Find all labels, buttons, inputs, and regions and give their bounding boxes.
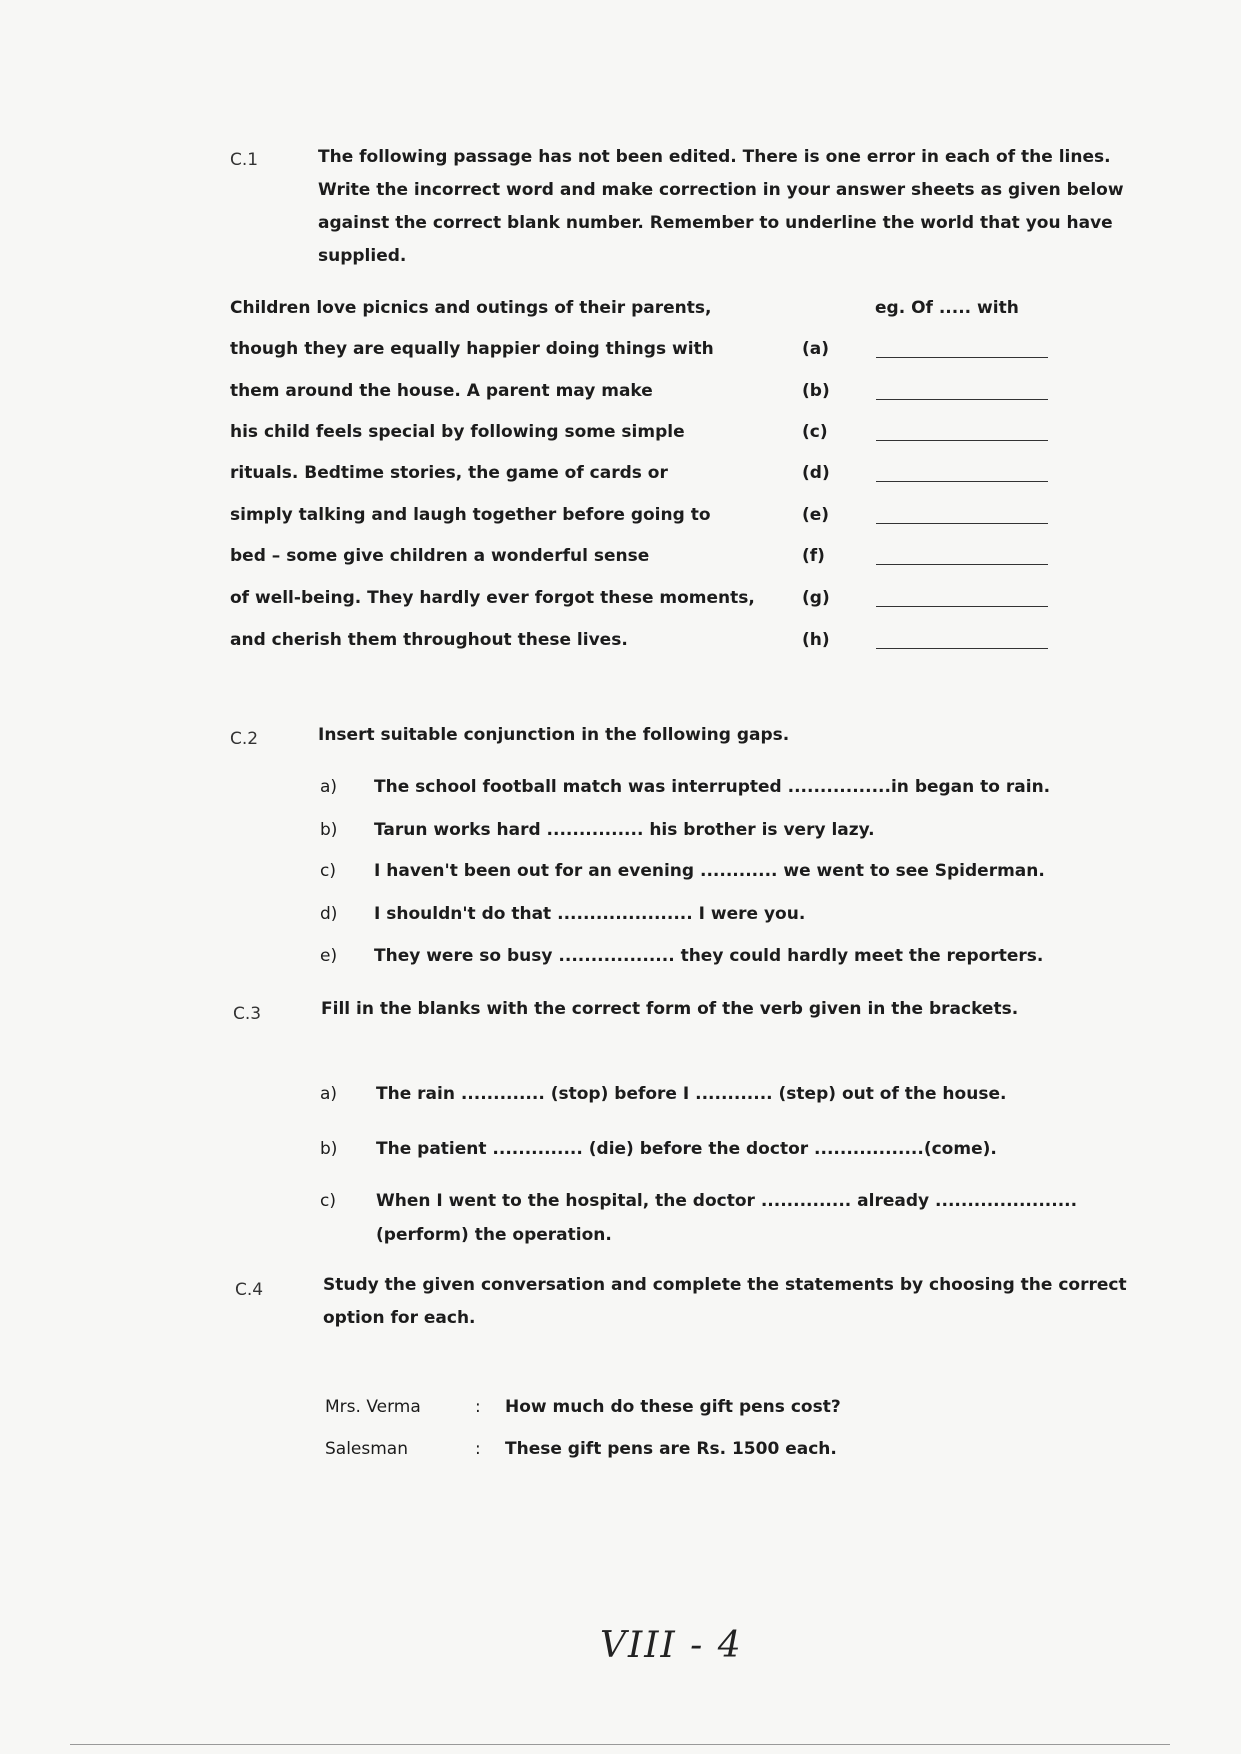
question-number-c4: C.4 [235,1280,264,1300]
blank-label: (c) [802,422,828,442]
blank-label: (g) [802,588,830,608]
question-c4-instructions [323,1269,1143,1335]
passage-text: bed – some give children a wonderful sense [230,546,650,566]
passage-line [230,505,1050,535]
answer-blank[interactable] [876,434,1048,441]
question-number-c2: C.2 [230,729,259,749]
passage-text: and cherish them throughout these lives. [230,630,628,650]
passage-line [230,339,1050,369]
answer-blank[interactable] [876,351,1048,358]
blank-label: (e) [802,505,830,525]
passage-text: though they are equally happier doing things with [230,339,714,359]
answer-blank[interactable] [876,642,1048,649]
blank-label: (a) [802,339,830,359]
page-mark: VIII - 4 [600,1625,743,1666]
passage-text: them around the house. A parent may make [230,381,653,401]
item-label: a) [320,1084,338,1104]
answer-blank[interactable] [876,393,1048,400]
question-c2-instruction: Insert suitable conjunction in the following gaps. [318,725,790,745]
item-label: b) [320,820,338,840]
item-text: They were so busy .................. they could hardly meet the reporters. [374,946,1044,966]
question-c3-instruction: Fill in the blanks with the correct form of the verb given in the brackets. [321,999,1019,1019]
question-c1-instructions [318,141,1138,273]
item-label: c) [320,1191,336,1211]
example-answer: eg. Of ..... with [875,298,1019,318]
blank-label: (d) [802,463,830,483]
instruction-line: Write the incorrect word and make correction in your answer sheets as given below [318,180,1124,200]
item-label: e) [320,946,338,966]
separator: : [475,1439,481,1459]
answer-blank[interactable] [876,558,1048,565]
item-text: When I went to the hospital, the doctor .............. already ...................... [376,1191,1078,1211]
instruction-line: Study the given conversation and complete the statements by choosing the correct [323,1275,1127,1295]
passage-text: his child feels special by following some simple [230,422,685,442]
item-text: The school football match was interrupted ................in began to rain. [374,777,1051,797]
separator: : [475,1397,481,1417]
question-number-c3: C.3 [233,1004,262,1024]
item-text: The patient .............. (die) before the doctor .................(come). [376,1139,997,1159]
item-text: I haven't been out for an evening ............ we went to see Spiderman. [374,861,1045,881]
passage-text: rituals. Bedtime stories, the game of cards or [230,463,668,483]
instruction-line: option for each. [323,1308,476,1328]
passage-line [230,630,1050,660]
answer-blank[interactable] [876,517,1048,524]
item-label: a) [320,777,338,797]
dialog-text: These gift pens are Rs. 1500 each. [505,1439,837,1459]
question-number-c1: C.1 [230,150,259,170]
blank-label: (b) [802,381,830,401]
answer-blank[interactable] [876,600,1048,607]
dialog-line [325,1397,1025,1427]
speaker-name: Salesman [325,1439,408,1459]
item-label: b) [320,1139,338,1159]
instruction-line: supplied. [318,246,407,266]
passage-line [230,463,1050,493]
passage-text: of well-being. They hardly ever forgot these moments, [230,588,755,608]
passage-line [230,298,1050,328]
instruction-line: against the correct blank number. Remember to underline the world that you have [318,213,1113,233]
item-label: c) [320,861,336,881]
item-text: The rain ............. (stop) before I ............ (step) out of the house. [376,1084,1007,1104]
passage-text: Children love picnics and outings of their parents, [230,298,712,318]
item-text: Tarun works hard ............... his brother is very lazy. [374,820,875,840]
item-text: (perform) the operation. [376,1225,612,1245]
instruction-line: The following passage has not been edited. There is one error in each of the lines. [318,147,1111,167]
item-label: d) [320,904,338,924]
dialog-line [325,1439,1025,1469]
passage-line [230,546,1050,576]
passage-line [230,381,1050,411]
blank-label: (h) [802,630,830,650]
blank-label: (f) [802,546,825,566]
dialog-text: How much do these gift pens cost? [505,1397,841,1417]
passage-line [230,588,1050,618]
speaker-name: Mrs. Verma [325,1397,421,1417]
passage-line [230,422,1050,452]
bottom-divider [70,1744,1170,1745]
answer-blank[interactable] [876,475,1048,482]
passage-text: simply talking and laugh together before going to [230,505,711,525]
item-text: I shouldn't do that ..................... I were you. [374,904,806,924]
